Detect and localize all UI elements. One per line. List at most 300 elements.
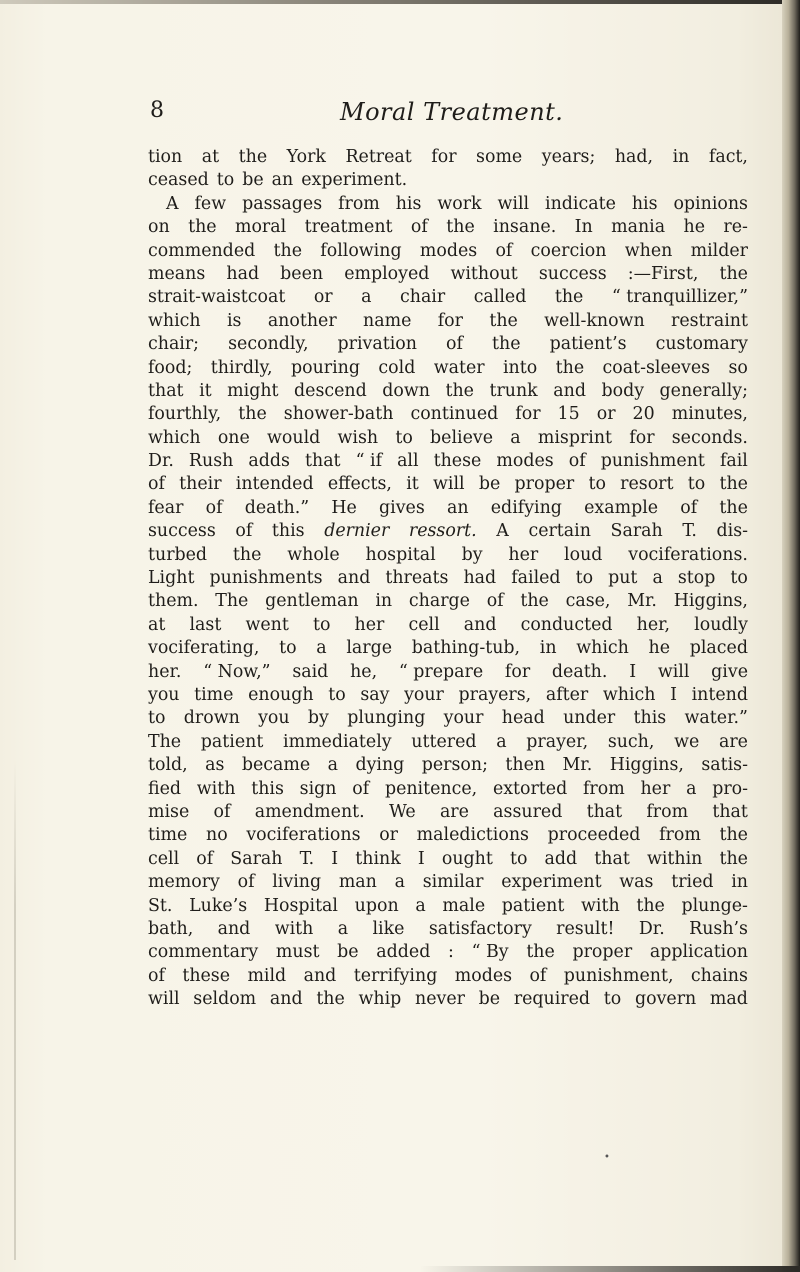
word: proceeded bbox=[547, 825, 641, 846]
word: Dr. bbox=[638, 918, 665, 939]
word: experiment bbox=[501, 872, 602, 893]
word: person; bbox=[421, 755, 488, 776]
word: effects, bbox=[327, 474, 392, 495]
word: ressort. bbox=[408, 521, 477, 542]
word: tried bbox=[671, 872, 714, 893]
word: He bbox=[331, 497, 357, 518]
word: into bbox=[503, 357, 538, 378]
word: “ Now,” bbox=[203, 661, 271, 682]
word: or bbox=[313, 287, 333, 308]
word: punishments bbox=[209, 568, 323, 589]
stray-print-mark: • bbox=[604, 1152, 610, 1163]
word: and bbox=[337, 568, 371, 589]
word: wish bbox=[337, 427, 379, 448]
word: had bbox=[463, 568, 497, 589]
text-line bbox=[148, 684, 748, 707]
word: which bbox=[148, 310, 201, 331]
word: be bbox=[337, 942, 359, 963]
word: the bbox=[719, 263, 748, 284]
word: edifying bbox=[490, 497, 562, 518]
book-spine-edge bbox=[782, 0, 800, 1272]
word: and bbox=[303, 965, 337, 986]
word: Mr. bbox=[627, 591, 657, 612]
word: for bbox=[431, 147, 457, 167]
word: these bbox=[182, 965, 231, 986]
word: had bbox=[226, 263, 260, 284]
word: her bbox=[508, 544, 539, 565]
word: for bbox=[515, 404, 541, 425]
word: for bbox=[629, 427, 655, 448]
text-line bbox=[148, 497, 748, 520]
word: told, bbox=[148, 755, 188, 776]
word: seconds. bbox=[671, 427, 748, 448]
word: thirdly, bbox=[210, 357, 273, 378]
word: required bbox=[513, 989, 591, 1010]
word: trunk bbox=[489, 380, 538, 401]
word: Retreat bbox=[345, 147, 412, 167]
word: gives bbox=[379, 497, 425, 518]
word: vociferations bbox=[246, 825, 361, 846]
word: in bbox=[375, 591, 393, 612]
word: “ prepare bbox=[398, 661, 484, 682]
word: loud bbox=[564, 544, 603, 565]
word: seldom bbox=[193, 989, 257, 1010]
word: uttered bbox=[411, 731, 477, 752]
word: “ By bbox=[471, 942, 509, 963]
word: modes bbox=[496, 451, 554, 472]
word: a bbox=[361, 287, 372, 308]
word: upon bbox=[354, 895, 399, 916]
word: added bbox=[376, 942, 431, 963]
word: chains bbox=[690, 965, 748, 986]
word: intend bbox=[691, 684, 748, 705]
word: York bbox=[286, 147, 326, 167]
word: large bbox=[346, 638, 393, 659]
word: privation bbox=[337, 334, 417, 355]
text-line bbox=[148, 988, 748, 1011]
word: satis- bbox=[701, 755, 748, 776]
word: Dr. bbox=[148, 451, 174, 472]
word: success bbox=[538, 263, 607, 284]
word: gentleman bbox=[265, 591, 359, 612]
word: fied bbox=[148, 778, 182, 799]
word: loudly bbox=[694, 614, 748, 635]
word: to bbox=[216, 170, 235, 191]
word: no bbox=[206, 825, 228, 846]
word: vociferations. bbox=[628, 544, 748, 565]
word: by bbox=[461, 544, 483, 565]
word: you bbox=[148, 684, 180, 705]
word: secondly, bbox=[228, 334, 309, 355]
word: it bbox=[199, 380, 212, 401]
word: to bbox=[395, 427, 413, 448]
word: the bbox=[719, 825, 748, 846]
word: which bbox=[602, 684, 656, 705]
word: ought bbox=[441, 848, 493, 869]
word: another bbox=[267, 310, 337, 331]
word: of bbox=[237, 872, 255, 893]
word: said bbox=[292, 661, 329, 682]
word: with bbox=[581, 895, 620, 916]
word: to bbox=[687, 474, 706, 495]
word: I bbox=[629, 661, 637, 682]
word: the bbox=[520, 591, 549, 612]
word: a bbox=[327, 755, 338, 776]
word: this bbox=[271, 521, 305, 542]
word: means bbox=[148, 263, 206, 284]
word: head bbox=[501, 708, 545, 729]
word: cold bbox=[378, 357, 416, 378]
word: been bbox=[280, 263, 324, 284]
word: following bbox=[320, 240, 402, 261]
word: Higgins, bbox=[609, 755, 684, 776]
text-line bbox=[148, 310, 748, 333]
word: few bbox=[194, 193, 227, 214]
word: charge bbox=[408, 591, 470, 612]
word: of bbox=[148, 965, 165, 986]
word: Rush bbox=[188, 451, 234, 472]
word: hospital bbox=[365, 544, 436, 565]
word: We bbox=[388, 801, 416, 822]
text-line bbox=[148, 778, 748, 801]
word: enough bbox=[248, 684, 314, 705]
word: descend bbox=[294, 380, 367, 401]
word: minutes, bbox=[671, 404, 748, 425]
word: this bbox=[633, 708, 667, 729]
word: whole bbox=[287, 544, 340, 565]
word: from bbox=[659, 825, 701, 846]
word: death.” bbox=[244, 497, 310, 518]
word: be bbox=[478, 989, 501, 1010]
word: from bbox=[646, 801, 689, 822]
word: for bbox=[504, 661, 531, 682]
word: called bbox=[473, 287, 527, 308]
word: mild bbox=[247, 965, 287, 986]
left-page-edge bbox=[14, 760, 16, 1260]
text-line bbox=[148, 637, 748, 660]
word: dernier bbox=[324, 521, 390, 542]
word: the bbox=[636, 895, 665, 916]
text-line bbox=[148, 380, 748, 403]
text-line bbox=[148, 240, 748, 263]
text-line bbox=[148, 263, 748, 286]
word: 20 bbox=[632, 404, 655, 425]
word: in bbox=[731, 872, 748, 893]
word: last bbox=[189, 614, 222, 635]
word: time bbox=[148, 825, 188, 846]
word: prayers, bbox=[458, 684, 532, 705]
word: modes bbox=[454, 965, 513, 986]
word: of bbox=[235, 521, 253, 542]
word: plunging bbox=[347, 708, 426, 729]
word: coercion bbox=[530, 240, 607, 261]
word: put bbox=[608, 568, 638, 589]
word: patient bbox=[501, 895, 565, 916]
word: a bbox=[510, 427, 521, 448]
word: punishment bbox=[600, 451, 705, 472]
text-line bbox=[148, 403, 748, 426]
word: them. bbox=[148, 591, 199, 612]
word: insane. bbox=[493, 217, 557, 238]
word: pro- bbox=[712, 778, 748, 799]
word: terrifying bbox=[353, 965, 438, 986]
word: certain bbox=[528, 521, 591, 542]
word: well-known bbox=[544, 310, 645, 331]
word: when bbox=[624, 240, 673, 261]
word: mise bbox=[148, 801, 190, 822]
word: a bbox=[337, 918, 349, 939]
word: of bbox=[213, 801, 231, 822]
word: of bbox=[352, 778, 370, 799]
word: extorted bbox=[492, 778, 568, 799]
text-line bbox=[148, 895, 748, 918]
word: some bbox=[476, 147, 523, 167]
word: satisfactory bbox=[428, 918, 532, 939]
word: Mr. bbox=[562, 755, 593, 776]
word: placed bbox=[689, 638, 748, 659]
word: within bbox=[646, 848, 703, 869]
text-line bbox=[148, 193, 748, 216]
word: and bbox=[463, 614, 497, 635]
word: her, bbox=[636, 614, 671, 635]
word: of bbox=[148, 474, 165, 495]
word: employed bbox=[344, 263, 430, 284]
word: all bbox=[397, 451, 419, 472]
word: from bbox=[583, 778, 625, 799]
word: the bbox=[719, 474, 748, 495]
word: the bbox=[446, 217, 475, 238]
word: be bbox=[478, 474, 501, 495]
word: to bbox=[312, 614, 331, 635]
word: generally; bbox=[659, 380, 748, 401]
text-line bbox=[148, 544, 748, 567]
text-line bbox=[148, 427, 748, 450]
word: T. bbox=[682, 521, 697, 542]
word: be bbox=[242, 170, 264, 191]
word: I bbox=[670, 684, 677, 705]
word: and bbox=[553, 380, 586, 401]
word: the bbox=[526, 942, 555, 963]
word: proper bbox=[572, 942, 633, 963]
word: which bbox=[576, 638, 629, 659]
word: fourthly, bbox=[148, 404, 222, 425]
text-line bbox=[148, 731, 748, 754]
word: the bbox=[719, 497, 748, 518]
word: The bbox=[148, 731, 182, 752]
word: coat-sleeves bbox=[602, 357, 711, 378]
word: after bbox=[545, 684, 589, 705]
text-line bbox=[148, 941, 748, 964]
word: :—First, bbox=[627, 263, 699, 284]
word: death. bbox=[551, 661, 608, 682]
word: A bbox=[496, 521, 509, 542]
word: patient bbox=[200, 731, 264, 752]
word: to bbox=[730, 568, 748, 589]
word: dying bbox=[355, 755, 405, 776]
word: plunge- bbox=[681, 895, 748, 916]
word: continued bbox=[410, 404, 499, 425]
word: and bbox=[217, 918, 251, 939]
word: to bbox=[603, 989, 622, 1010]
word: stop bbox=[677, 568, 716, 589]
text-line bbox=[148, 333, 748, 356]
word: and bbox=[269, 989, 303, 1010]
word: tion bbox=[148, 147, 183, 167]
word: fail bbox=[719, 451, 748, 472]
word: are bbox=[718, 731, 748, 752]
word: with bbox=[196, 778, 236, 799]
word: punishment, bbox=[563, 965, 674, 986]
word: penitence, bbox=[384, 778, 478, 799]
word: The bbox=[215, 591, 249, 612]
word: proper bbox=[514, 474, 575, 495]
word: A bbox=[166, 193, 179, 214]
word: vociferating, bbox=[148, 638, 260, 659]
word: think bbox=[355, 848, 401, 869]
word: her. bbox=[148, 661, 182, 682]
word: assured bbox=[493, 801, 563, 822]
word: of bbox=[486, 591, 504, 612]
word: re- bbox=[723, 217, 748, 238]
word: maledictions bbox=[416, 825, 529, 846]
word: intended bbox=[235, 474, 314, 495]
text-line bbox=[148, 216, 748, 239]
text-line bbox=[148, 450, 748, 473]
word: chair; bbox=[148, 334, 200, 355]
word: man bbox=[338, 872, 377, 893]
word: commended bbox=[148, 240, 256, 261]
word: your bbox=[443, 708, 484, 729]
top-edge-shadow bbox=[0, 0, 800, 4]
word: a bbox=[415, 895, 426, 916]
word: the bbox=[555, 357, 585, 378]
word: resort bbox=[620, 474, 674, 495]
word: milder bbox=[690, 240, 748, 261]
word: your bbox=[404, 684, 444, 705]
word: threats bbox=[385, 568, 449, 589]
text-line bbox=[148, 473, 748, 496]
word: body bbox=[601, 380, 645, 401]
word: patient’s bbox=[549, 334, 627, 355]
word: chair bbox=[400, 287, 446, 308]
word: I bbox=[331, 848, 339, 869]
word: are bbox=[439, 801, 469, 822]
word: opinions bbox=[673, 193, 748, 214]
word: “ if bbox=[355, 451, 383, 472]
text-line bbox=[148, 357, 748, 380]
text-line bbox=[148, 824, 748, 847]
word: : bbox=[448, 942, 454, 963]
word: pouring bbox=[291, 357, 361, 378]
word: male bbox=[442, 895, 486, 916]
word: 15 bbox=[557, 404, 580, 425]
bottom-edge-shadow bbox=[420, 1266, 800, 1272]
word: will bbox=[497, 193, 530, 214]
word: would bbox=[267, 427, 321, 448]
word: St. bbox=[148, 895, 173, 916]
word: was bbox=[619, 872, 654, 893]
word: went bbox=[245, 614, 289, 635]
word: the bbox=[232, 544, 262, 565]
word: we bbox=[674, 731, 700, 752]
word: to bbox=[509, 848, 528, 869]
word: that bbox=[305, 451, 341, 472]
word: Higgins, bbox=[673, 591, 748, 612]
word: or bbox=[596, 404, 616, 425]
word: immediately bbox=[283, 731, 392, 752]
word: a bbox=[686, 778, 697, 799]
word: the bbox=[445, 380, 474, 401]
word: give bbox=[711, 661, 748, 682]
page-header bbox=[150, 98, 750, 138]
word: prayer, bbox=[526, 731, 589, 752]
word: of bbox=[495, 240, 513, 261]
word: similar bbox=[422, 872, 484, 893]
text-line bbox=[148, 848, 748, 871]
word: bathing-tub, bbox=[411, 638, 521, 659]
word: ceased bbox=[148, 170, 209, 191]
word: is bbox=[226, 310, 242, 331]
word: turbed bbox=[148, 544, 208, 565]
word: the bbox=[238, 404, 267, 425]
word: the bbox=[719, 848, 748, 869]
word: of bbox=[680, 497, 698, 518]
word: drown bbox=[183, 708, 240, 729]
word: that bbox=[586, 801, 623, 822]
word: the bbox=[316, 989, 345, 1010]
word: these bbox=[433, 451, 482, 472]
running-title: Moral Treatment. bbox=[340, 98, 564, 126]
word: he bbox=[648, 638, 671, 659]
word: his bbox=[631, 193, 658, 214]
word: his bbox=[395, 193, 422, 214]
word: sign bbox=[299, 778, 337, 799]
word: an bbox=[271, 170, 294, 191]
word: or bbox=[379, 825, 398, 846]
word: down bbox=[382, 380, 430, 401]
text-line bbox=[148, 801, 748, 824]
word: water bbox=[433, 357, 485, 378]
word: a bbox=[316, 638, 327, 659]
word: bath, bbox=[148, 918, 194, 939]
word: food; bbox=[148, 357, 193, 378]
word: restraint bbox=[671, 310, 748, 331]
text-line bbox=[148, 965, 748, 988]
word: cell bbox=[148, 848, 180, 869]
word: became bbox=[241, 755, 311, 776]
word: failed bbox=[511, 568, 561, 589]
body-text bbox=[148, 146, 748, 1011]
word: In bbox=[574, 217, 593, 238]
word: Luke’s bbox=[189, 895, 248, 916]
word: for bbox=[437, 310, 463, 331]
word: fact, bbox=[708, 147, 748, 167]
text-line bbox=[148, 754, 748, 777]
word: Sarah bbox=[610, 521, 663, 542]
word: mad bbox=[709, 989, 748, 1010]
word: in bbox=[672, 147, 690, 167]
word: that bbox=[148, 380, 184, 401]
word: cell bbox=[408, 614, 440, 635]
word: of bbox=[196, 848, 214, 869]
word: living bbox=[272, 872, 322, 893]
word: dis- bbox=[716, 521, 748, 542]
word: with bbox=[274, 918, 314, 939]
word: never bbox=[415, 989, 465, 1010]
word: amendment. bbox=[254, 801, 365, 822]
word: like bbox=[372, 918, 405, 939]
word: commentary bbox=[148, 942, 259, 963]
